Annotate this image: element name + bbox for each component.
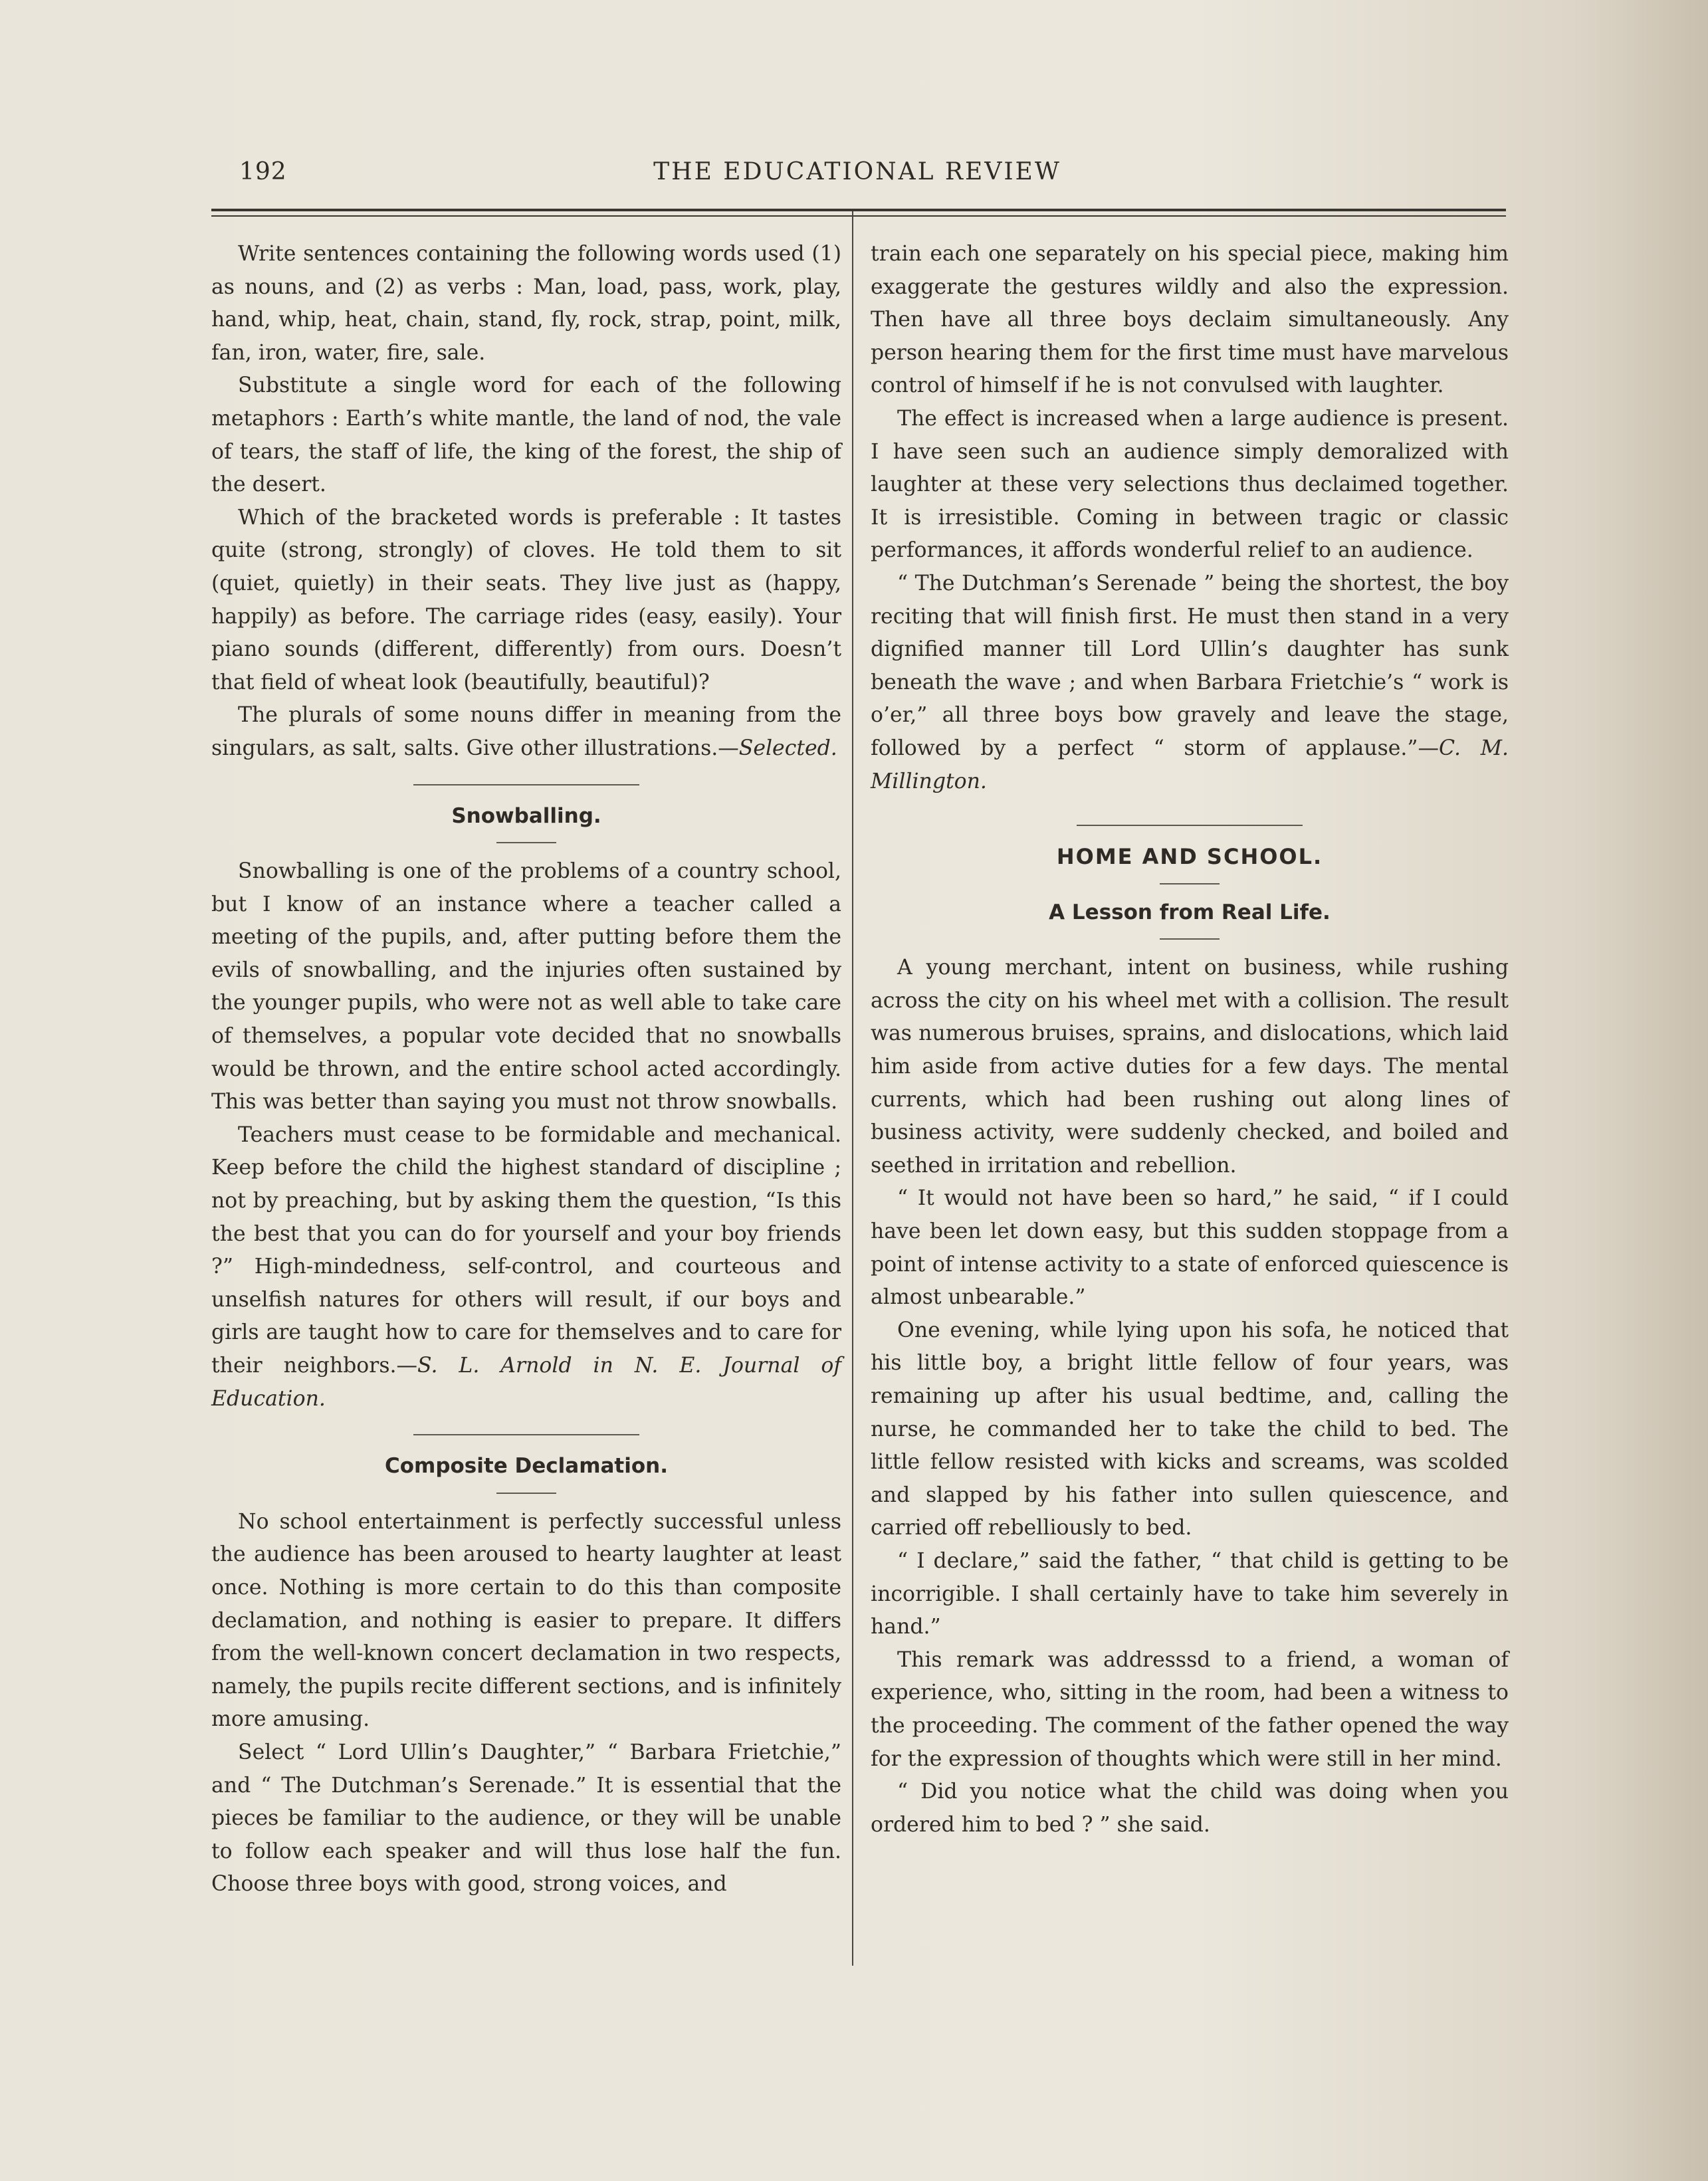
article-text: Teachers must cease to be formidable and mechanical. Keep before the child the highest standard of discipline ; not by preaching, but by asking them the question, “Is this the best that you can do for yourself and your boy friends ?” High-mindedness, self-control, and courteous and unselfish natures for others will result, if our boys and girls are taught how to care for themselves and to care for their neighbors.— [211, 1122, 841, 1378]
article-paragraph: “ It would not have been so hard,” he said, “ if I could have been let down easy, but this sudden stoppage from a point of intense activity to a state of enforced quiescence is almost unbearable.” [871, 1186, 1509, 1310]
running-header [206, 158, 1509, 198]
author-attribution: C. M. Millington. [871, 736, 1509, 793]
article-paragraph [211, 1119, 841, 1415]
heading-rule [1160, 938, 1220, 940]
article-heading-lesson: A Lesson from Real Life. [1049, 900, 1331, 924]
article-paragraph: Select “ Lord Ullin’s Daughter,” “ Barbara Frietchie,” and “ The Dutchman’s Serenade.” It is essential that the pieces be familiar to the audience, or they will be unable to follow each speaker and will thus lose half the fun. Choose three boys with good, strong voices, and [211, 1740, 841, 1897]
exercise-paragraph: Which of the bracketed words is preferable : It tastes quite (strong, strongly) of cloves. He told them to sit (quiet, quietly) in their seats. They live just as (happy, happily) as before. The carriage rides (easy, easily). Your piano sounds (different, differently) from ours. Doesn’t that field of wheat look (beautifully, beautiful)? [211, 505, 841, 694]
source-attribution: Selected. [738, 736, 837, 760]
section-separator [413, 784, 639, 785]
article-paragraph: No school entertainment is perfectly successful unless the audience has been aroused to hearty laughter at least once. Nothing is more certain to do this than composite declamation, and nothing is easier to prepare. It differs from the well-known concert declamation in two respects, namely, the pupils recite different sections, and is infinitely more amusing. [211, 1509, 841, 1732]
article-paragraph: “ Did you notice what the child was doing when you ordered him to bed ? ” she said. [871, 1780, 1509, 1837]
article-paragraph: train each one separately on his special piece, making him exaggerate the gestures wildly and also the expression. Then have all three boys declaim simultaneously. Any person hearing them for the first time must have marvelous control of himself if he is not convulsed with laughter. [871, 242, 1509, 398]
exercise-paragraph: Substitute a single word for each of the following metaphors : Earth’s white mantle, the land of nod, the vale of tears, the staff of life, the king of the forest, the ship of the desert. [211, 373, 841, 497]
article-paragraph: A young merchant, intent on business, while rushing across the city on his wheel met with a collision. The result was numerous bruises, sprains, and dislocations, which laid him aside from active duties for a few days. The mental currents, which had been rushing out along lines of business activity, were suddenly checked, and boiled and seethed in irritation and rebellion. [871, 956, 1509, 1178]
article-heading-composite-declamation: Composite Declamation. [384, 1454, 669, 1479]
column-divider [852, 211, 853, 1966]
article-heading-snowballing: Snowballing. [451, 803, 601, 828]
article-paragraph: “ I declare,” said the father, “ that child is getting to be incorrigible. I shall certainly have to take him severely in hand.” [871, 1548, 1509, 1639]
exercise-paragraph [211, 699, 841, 765]
article-paragraph: Snowballing is one of the problems of a country school, but I know of an instance where a teacher called a meeting of the pupils, and, after putting before them the evils of snowballing, and the injuries often sustained by the younger pupils, who were not as well able to take care of themselves, a popular vote decided that no snowballs would be thrown, and the entire school acted accordingly. This was better than saying you must not throw snowballs. [211, 859, 841, 1114]
heading-rule [496, 1493, 556, 1494]
journal-title: THE EDUCATIONAL REVIEW [653, 158, 1061, 185]
right-column [871, 238, 1509, 1841]
section-separator [1077, 825, 1303, 826]
section-heading-home-and-school: HOME AND SCHOOL. [1056, 844, 1323, 870]
source-attribution: S. L. Arnold in N. E. Journal of Education. [211, 1354, 841, 1411]
left-column [211, 238, 841, 1901]
article-paragraph: One evening, while lying upon his sofa, he noticed that his little boy, a bright little fellow of four years, was remaining up after his usual bedtime, and, calling the nurse, he commanded her to take the child to bed. The little fellow resisted with kicks and screams, was scolded and slapped by his father into sullen quiescence, and carried off rebelliously to bed. [871, 1318, 1509, 1540]
article-text: “ The Dutchman’s Serenade ” being the shortest, the boy reciting that will finish first. He must then stand in a very dignified manner till Lord Ullin’s daughter has sunk beneath the wave ; and when Barbara Frietchie’s “ work is o’er,” all three boys bow gravely and leave the stage, followed by a perfect “ storm of applause.”— [871, 571, 1509, 760]
heading-rule [1160, 883, 1220, 884]
article-paragraph: This remark was addresssd to a friend, a woman of experience, who, sitting in the room, had been a witness to the proceeding. The comment of the father opened the way for the expression of thoughts which were still in her mind. [871, 1647, 1509, 1771]
exercise-text: The plurals of some nouns differ in meaning from the singulars, as salt, salts. Give other illustrations.— [211, 703, 841, 760]
section-separator [413, 1434, 639, 1435]
page-number: 192 [239, 158, 287, 185]
heading-rule [496, 842, 556, 843]
article-paragraph: The effect is increased when a large audience is present. I have seen such an audience simply demoralized with laughter at these very selections thus declaimed together. It is irresistible. Coming in between tragic or classic performances, it affords wonderful relief to an audience. [871, 406, 1509, 563]
header-rule-thin [211, 215, 1506, 217]
header-rule-thick [211, 209, 1506, 211]
exercise-paragraph: Write sentences containing the following words used (1) as nouns, and (2) as verbs : Man, load, pass, work, play, hand, whip, heat, chain, stand, fly, rock, strap, point, milk, fan, iron, water, fire, sale. [211, 242, 841, 365]
article-paragraph [871, 568, 1509, 798]
